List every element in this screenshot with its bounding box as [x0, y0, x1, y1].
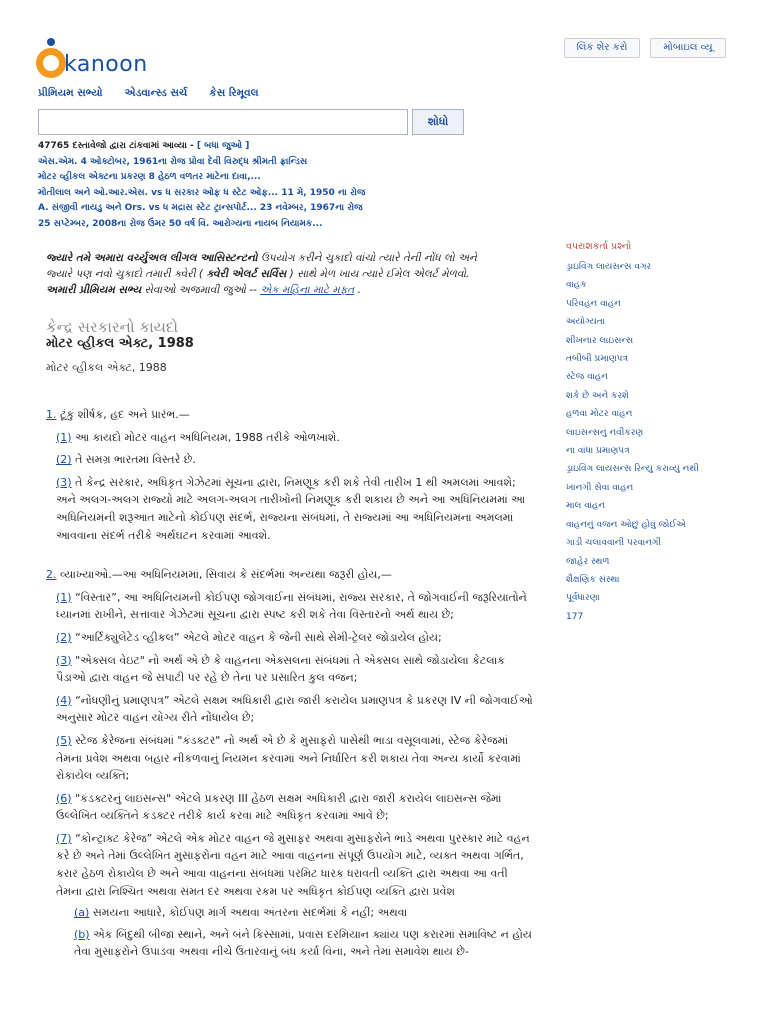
nav-premium-members[interactable]: પ્રીમિયમ સભ્યો — [38, 87, 103, 99]
query-link[interactable]: અયોગ્યતા — [566, 317, 605, 328]
citation-stats — [38, 141, 249, 151]
query-link[interactable]: જાહેર સ્થળ — [566, 556, 610, 567]
top-nav — [38, 87, 259, 100]
clause-number-link[interactable]: (3) — [56, 475, 72, 489]
document-title: મોટર વ્હીકલ એક્ટ, 1988 — [46, 336, 194, 351]
promo-banner — [46, 250, 532, 298]
clause-text: “વિસ્તાર”, આ અધિનિયમની કોઈપણ જોગવાઈના સંબંધમાં, રાજ્ય સરકાર, તે જોગવાઈની જરૂરિયાતોને ધ્યાનમાં રાખીને, સત્તાવાર ગેઝેટમાં સૂચના દ્વારા સ્પષ્ટ કરી શકે તેવા વિસ્તારનો અર્થ થાય છે; — [56, 590, 527, 622]
promo-text: . — [354, 284, 361, 296]
query-link[interactable]: લાઇસન્સનું નવીકરણ — [566, 427, 644, 438]
clause-number-link[interactable]: (1) — [56, 430, 72, 444]
query-link[interactable]: 177 — [566, 611, 584, 622]
subclause-letter-link[interactable]: (b) — [74, 927, 90, 941]
sidebar-heading: વપરાશકર્તા પ્રશ્નો — [566, 241, 632, 252]
query-link[interactable]: પૂર્વધારણા — [566, 593, 600, 604]
promo-text: સેવાઓ અજમાવી જુઓ -- — [141, 284, 261, 296]
query-link[interactable]: શકે છે અને કરશે — [566, 390, 629, 401]
clause-text: “કોન્ટ્રાક્ટ કેરેજ” એટલે એક મોટર વાહન જે મુસાફર અથવા મુસાફરોને ભાડે અથવા પુરસ્કાર માટે વહન કરે છે અને તેમાં ઉલ્લેખિત મુસાફરોના વહન માટે આવા વાહનના સંપૂર્ણ ઉપયોગ માટે, વ્યક્ત અથવા ગર્ભિત, કરાર હેઠળ રોકાયેલ છે અને આવા વાહનના સંબંધમાં પરમિટ ધારક ધરાવતી વ્યક્તિ દ્વારા અથવા આ વતી તેમના દ્વારા નિશ્ચિત અથવા સંમત દર અથવા રકમ પર અધિકૃત કોઈપણ વ્યક્તિ દ્વારા પ્રવેશ — [56, 831, 530, 898]
citing-documents-list — [38, 155, 538, 232]
promo-query-alert: ક્વેરી એલર્ટ સર્વિસ — [206, 268, 287, 280]
citing-document-link[interactable]: મોતીલાલ અને ઓ.આર.એસ. vs ધ સરકાર ઓફ ધ સ્ટેટ ઓફ... 11 મે, 1950 ના રોજ — [38, 187, 366, 198]
promo-text: ઉપયોગ કરીને ચુકાદો વાંચો ત્યારે તેની નોંધ લો અને — [257, 252, 477, 264]
user-queries-sidebar — [566, 240, 756, 626]
subclause-text: સમયના આધારે, કોઈપણ માર્ગ અથવા અંતરના સંદર્ભમાં કે નહીં; અથવા — [89, 906, 408, 920]
citing-document-link[interactable]: એસ.એમ. 4 ઓક્ટોબર, 1961ના રોજ પ્રોવા દેવી વિરુદ્ધ શ્રીમતી ફ્રાન્ડિસ — [38, 157, 308, 167]
clause-text: તે કેન્દ્ર સરકાર, અધિકૃત ગેઝેટમાં સૂચના દ્વારા, નિમણૂક કરી શકે તેવી તારીખ 1 થી અમલમાં આવશે; અને અલગ-અલગ રાજ્યો માટે અલગ-અલગ તારીખોની નિમણૂક કરી શકાય છે અને આ અધિનિયમમાં આ અધિનિયમની શરૂઆત માટેનો કોઈપણ સંદર્ભ, રાજ્યના સંબંધમાં, તે રાજ્યમાં આ અધિનિયમના અમલમાં આવવાના સંદર્ભ તરીકે અર્થઘટન કરવામાં આવશે. — [56, 475, 526, 542]
section-number-link[interactable]: 2. — [46, 568, 57, 582]
clause-text: આ કાયદો મોટર વાહન અધિનિયમ, 1988 તરીકે ઓળખાશે. — [71, 430, 340, 444]
share-link-button[interactable]: લિંક શેર કરો — [564, 38, 640, 58]
clause-text: “આર્ટિક્યુલેટેડ વ્હીકલ” એટલે મોટર વાહન કે જેની સાથે સેમી-ટ્રેલર જોડાયેલ હોય; — [71, 630, 442, 644]
clause-text: "કંડક્ટરનું લાઇસન્સ" એટલે પ્રકરણ III હેઠળ સક્ષમ અધિકારી દ્વારા જારી કરાયેલ લાઇસન્સ જેમાં ઉલ્લેખિત વ્યક્તિને કંડક્ટર તરીકે કાર્ય કરવા માટે અધિકૃત કરવામાં આવે છે; — [56, 791, 502, 823]
free-month-link[interactable]: એક મહિના માટે મફત — [260, 284, 355, 296]
query-link[interactable]: શૈક્ષણિક સંસ્થા — [566, 574, 620, 585]
clause-text: "એક્સલ વેઇટ" નો અર્થ એ છે કે વાહનના એક્સલના સંબંધમાં તે એક્સલ સાથે જોડાયેલા કેટલાક પૈડાઓ દ્વારા વાહન જે સપાટી પર રહે છે તેના પર પ્રસારિત કુલ વજન; — [56, 653, 505, 685]
clause-text: તે સમગ્ર ભારતમાં વિસ્તરે છે. — [71, 453, 196, 467]
query-link[interactable]: ગાડી ચલાવવાની પરવાનગી — [566, 538, 662, 549]
citing-document-link[interactable]: 25 સપ્ટેમ્બર, 2008ના રોજ ઉંમર 50 વર્ષ વિ. આરોગ્યના નાયબ નિયામક... — [38, 218, 323, 229]
mobile-view-button[interactable]: મોબાઇલ વ્યૂ — [650, 38, 726, 58]
promo-text: જ્યારે પણ નવો ચુકાદો તમારી ક્વેરી ( — [46, 268, 207, 280]
section-heading: ટૂંકું શીર્ષક, હદ અને પ્રારંભ.— — [56, 408, 190, 421]
promo-premium: અમારી પ્રીમિયમ સભ્ય — [46, 284, 142, 296]
logo-dot-icon — [47, 38, 55, 46]
search-input[interactable] — [38, 109, 408, 135]
clause-text: સ્ટેજ કેરેજના સંબંધમાં "કંડક્ટર" નો અર્થ એ છે કે મુસાફરો પાસેથી ભાડા વસૂલવામાં, સ્ટેજ કેરેજમાં તેમના પ્રવેશ અથવા બહાર નીકળવાનું નિયમન કરવામાં અને નિર્ધારિત કરી શકાય તેવા અન્ય કાર્યો કરવામાં રોકાયેલ વ્યક્તિ; — [56, 733, 521, 783]
search-button[interactable]: શોધો — [412, 109, 464, 135]
query-link[interactable]: શીખનાર લાઇસન્સ — [566, 335, 634, 346]
clause-number-link[interactable]: (6) — [56, 791, 72, 805]
query-link[interactable]: ના વાંધા પ્રમાણપત્ર — [566, 446, 630, 457]
logo-text: kanoon — [64, 52, 148, 77]
citation-count: 47765 દસ્તાવેજો દ્વારા ટાંકવામાં આવ્યા - — [38, 141, 197, 151]
query-link[interactable]: ખાનગી સેવા વાહન — [566, 482, 634, 493]
query-link[interactable]: પરિવહન વાહન — [566, 298, 622, 309]
document-body — [46, 406, 534, 971]
promo-text: ) સાથે મેળ ખાય ત્યારે ઈમેલ એલર્ટ મેળવો. — [286, 268, 470, 280]
section-2 — [46, 566, 534, 961]
document-subtitle: મોટર વ્હીકલ એક્ટ, 1988 — [46, 361, 167, 374]
citing-document-link[interactable]: મોટર વ્હીકલ એક્ટના પ્રકરણ 8 હેઠળ વળતર માટેના દાવા,... — [38, 172, 261, 183]
clause-number-link[interactable]: (7) — [56, 831, 72, 845]
nav-advanced-search[interactable]: એડવાન્સ્ડ સર્ચ — [124, 87, 188, 99]
clause-number-link[interactable]: (4) — [56, 693, 72, 707]
subclause-text: એક બિંદુથી બીજા સ્થાને, અને બંને કિસ્સામાં, પ્રવાસ દરમિયાન ક્યાંય પણ કરારમાં સમાવિષ્ટ ન હોય તેવા મુસાફરોને ઉપાડવા અથવા નીચે ઉતારવાનું બંધ કર્યા વિના, અને તેમાં સમાવેશ થાય છે- — [74, 927, 532, 959]
query-link[interactable]: તબીબી પ્રમાણપત્ર — [566, 354, 629, 365]
section-number-link[interactable]: 1. — [46, 408, 57, 421]
query-link[interactable]: માલ વાહન — [566, 501, 606, 512]
clause-number-link[interactable]: (5) — [56, 733, 72, 747]
query-link[interactable]: ડ્રાઇવિંગ લાયસન્સ રિન્યુ કરાવ્યું નથી — [566, 464, 699, 475]
clause-number-link[interactable]: (3) — [56, 653, 72, 667]
clause-number-link[interactable]: (2) — [56, 453, 72, 467]
query-link[interactable]: સ્ટેજ વાહન — [566, 372, 608, 383]
query-link[interactable]: વાહક — [566, 280, 587, 291]
logo-ring-icon — [36, 48, 66, 78]
query-link[interactable]: વાહનનું વજન ઓછું હોવું જોઈએ — [566, 519, 686, 530]
section-1 — [46, 406, 534, 544]
view-all-link[interactable]: [ બધા જુઓ ] — [196, 141, 250, 151]
subclause-letter-link[interactable]: (a) — [74, 906, 90, 920]
promo-assistant: જ્યારે તમે અમારા વર્ચ્યુઅલ લીગલ આસિસ્ટન્ટનો — [46, 252, 258, 264]
citing-document-link[interactable]: A. સંજીવી નાયડુ અને Ors. vs ધ મદ્રાસ સ્ટેટ ટ્રાન્સપોર્ટ... 23 નવેમ્બર, 1967ના રોજ — [38, 203, 363, 214]
section-heading: વ્યાખ્યાઓ.—આ અધિનિયમમાં, સિવાય કે સંદર્ભમાં અન્યથા જરૂરી હોય,— — [56, 568, 392, 582]
clause-text: “નોંધણીનું પ્રમાણપત્ર” એટલે સક્ષમ અધિકારી દ્વારા જારી કરાયેલ પ્રમાણપત્ર કે પ્રકરણ IV ની જોગવાઈઓ અનુસાર મોટર વાહન યોગ્ય રીતે નોંધાયેલ છે; — [56, 693, 533, 725]
document-source: કેન્દ્ર સરકારનો કાયદો — [46, 318, 179, 336]
query-link[interactable]: હળવા મોટર વાહન — [566, 409, 633, 420]
nav-case-removal[interactable]: કેસ રિમૂવલ — [209, 87, 259, 99]
query-link[interactable]: ડ્રાઇવિંગ લાયસન્સ વગર — [566, 262, 652, 272]
kanoon-logo[interactable] — [36, 38, 166, 88]
clause-number-link[interactable]: (1) — [56, 590, 72, 604]
clause-number-link[interactable]: (2) — [56, 630, 72, 644]
